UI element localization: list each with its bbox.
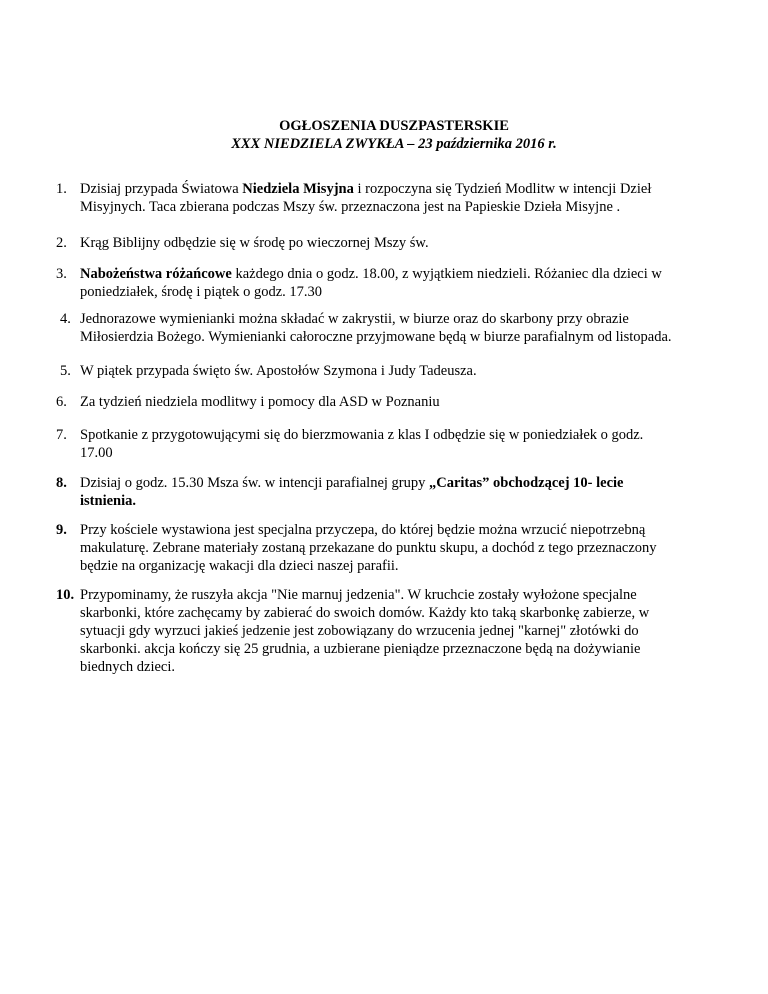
item-text: Jednorazowe wymienianki można składać w zakrystii, w biurze oraz do skarbony przy obrazie Miłosierdzia Bożego. Wymienianki całoroczne przyjmowane będą w biurze parafialnym od listopada. [80, 311, 672, 345]
document-title: OGŁOSZENIA DUSZPASTERSKIE [279, 118, 509, 134]
item-text: Dzisiaj przypada Światowa Niedziela Misyjna i rozpoczyna się Tydzień Modlitw w intencji Dzieł Misyjnych. Taca zbierana podczas Mszy św. przeznaczona jest na Papieskie Dzieła Misyjne . [80, 181, 652, 215]
item-text: Przy kościele wystawiona jest specjalna przyczepa, do której będzie można wrzucić niepotrzebną makulaturę. Zebrane materiały zostaną przekazane do punktu skupu, a dochód z tego przeznaczony będzie na organizację wakacji dla dzieci naszej parafii. [80, 522, 657, 574]
item-text: Krąg Biblijny odbędzie się w środę po wieczornej Mszy św. [80, 235, 429, 251]
item-number: 1. [56, 181, 67, 197]
item-text: Za tydzień niedziela modlitwy i pomocy dla ASD w Poznaniu [80, 394, 440, 410]
item-number: 9. [56, 522, 67, 538]
item-number: 3. [56, 266, 67, 282]
item-number: 6. [56, 394, 67, 410]
item-number: 4. [60, 311, 71, 327]
item-text: W piątek przypada święto św. Apostołów Szymona i Judy Tadeusza. [80, 363, 477, 379]
item-text: Spotkanie z przygotowującymi się do bierzmowania z klas I odbędzie się w poniedziałek o godz. 17.00 [80, 427, 644, 461]
item-text: Nabożeństwa różańcowe każdego dnia o godz. 18.00, z wyjątkiem niedzieli. Różaniec dla dzieci w poniedziałek, środę i piątek o godz. 17.30 [80, 266, 662, 300]
item-number: 5. [60, 363, 71, 379]
document-subtitle: XXX NIEDZIELA ZWYKŁA – 23 października 2016 r. [231, 136, 557, 152]
item-number: 10. [56, 587, 75, 603]
item-text: Dzisiaj o godz. 15.30 Msza św. w intencji parafialnej grupy „Caritas” obchodzącej 10- lecie istnienia. [80, 475, 624, 509]
item-number: 2. [56, 235, 67, 251]
item-number: 8. [56, 475, 67, 491]
item-number: 7. [56, 427, 67, 443]
item-text: Przypominamy, że ruszyła akcja "Nie marnuj jedzenia". W kruchcie zostały wyłożone specjalne skarbonki, które zachęcamy by zabierać do swoich domów. Każdy kto taką skarbonkę zabierze, w sytuacji gdy wyrzuci jakieś jedzenie jest zobowiązany do wrzucenia jednej "karnej" złotówki do skarbonki. akcja kończy się 25 grudnia, a uzbierane pieniądze przeznaczone będą na dożywianie biednych dzieci. [80, 587, 650, 675]
